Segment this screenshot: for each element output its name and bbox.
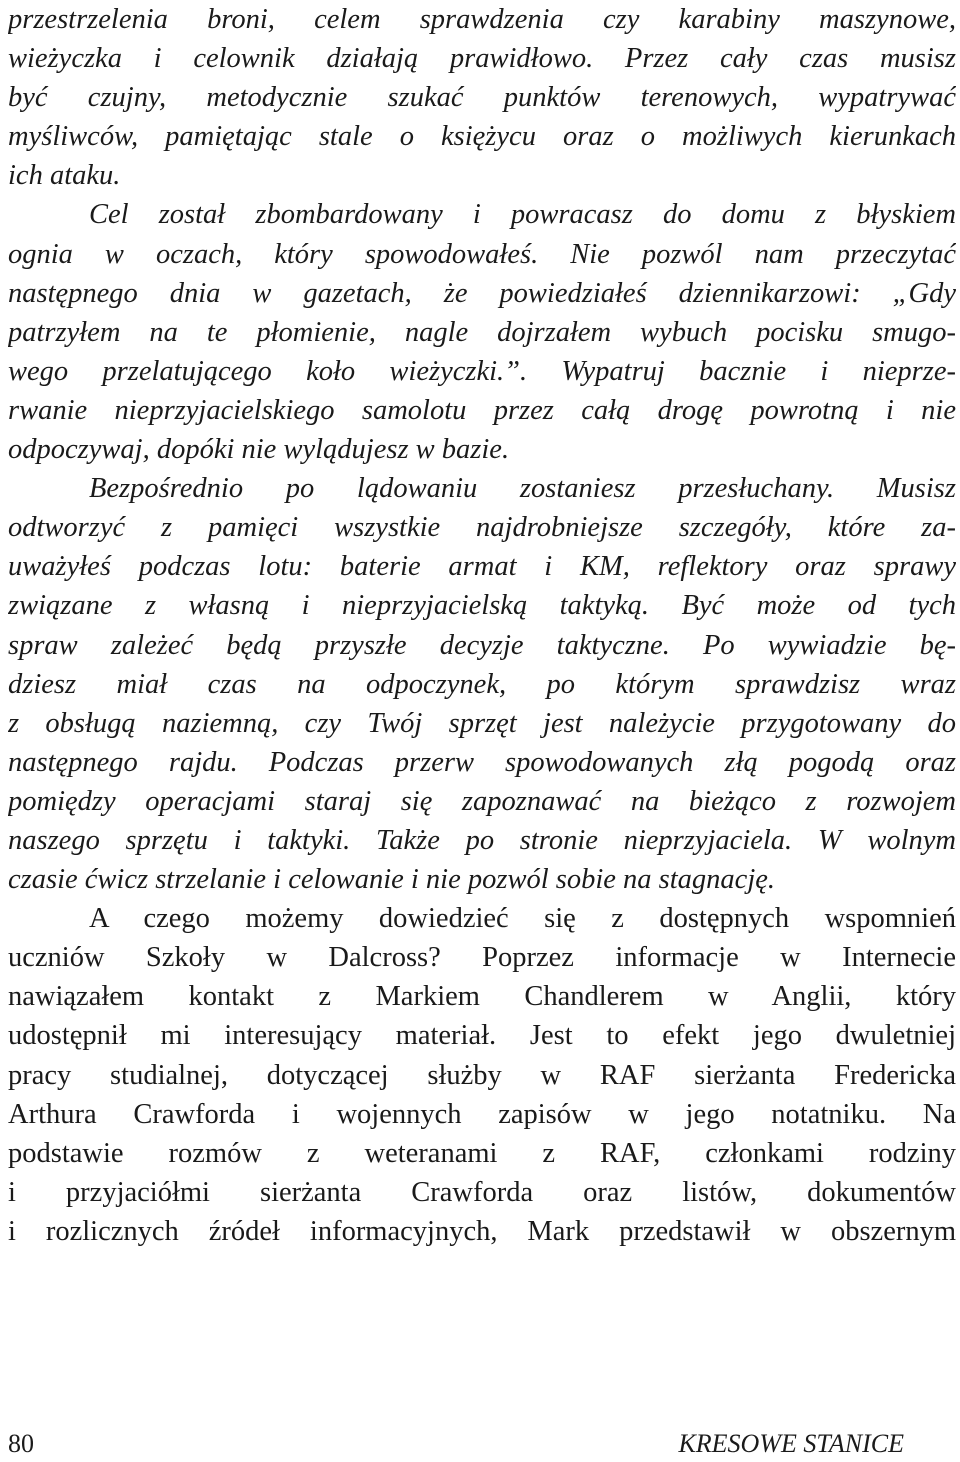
- text-line: pomiędzy operacjami staraj się zapoznawać na bieżąco z rozwojem: [8, 785, 956, 817]
- text-line: naszego sprzętu i taktyki. Także po stronie nieprzyjaciela. W wolnym: [8, 824, 956, 856]
- text-line: podstawie rozmów z weteranami z RAF, członkami rodziny: [8, 1137, 956, 1169]
- text-line: myśliwców, pamiętając stale o księżycu oraz o możliwych kierunkach: [8, 121, 956, 153]
- text-line: ognia w oczach, który spowodowałeś. Nie pozwól nam przeczytać: [8, 238, 956, 270]
- text-line: Arthura Crawforda i wojennych zapisów w jego notatniku. Na: [8, 1098, 956, 1130]
- text-line: następnego dnia w gazetach, że powiedziałeś dziennikarzowi: „Gdy: [8, 277, 956, 309]
- text-line: przestrzelenia broni, celem sprawdzenia czy karabiny maszynowe,: [8, 4, 956, 35]
- text-line: rwanie nieprzyjacielskiego samolotu przez całą drogę powrotną i nie: [8, 394, 956, 426]
- text-line: pracy studialnej, dotyczącej służby w RAF sierżanta Fredericka: [8, 1059, 956, 1091]
- text-line: Cel został zbombardowany i powracasz do domu z błyskiem: [89, 199, 956, 231]
- text-line: odtworzyć z pamięci wszystkie najdrobniejsze szczegóły, które za-: [8, 512, 956, 544]
- text-line: z obsługą naziemną, czy Twój sprzęt jest należycie przygotowany do: [8, 707, 956, 739]
- text-line: związane z własną i nieprzyjacielską taktyką. Być może od tych: [8, 590, 956, 622]
- text-line: uważyłeś podczas lotu: baterie armat i KM, reflektory oraz sprawy: [8, 551, 956, 583]
- text-line: i przyjaciółmi sierżanta Crawforda oraz listów, dokumentów: [8, 1176, 956, 1208]
- text-line: uczniów Szkoły w Dalcross? Poprzez informacje w Internecie: [8, 942, 956, 974]
- page-footer: [8, 1426, 956, 1462]
- text-line: i rozlicznych źródeł informacyjnych, Mark przedstawił w obszernym: [8, 1215, 956, 1247]
- text-line: wieżyczka i celownik działają prawidłowo. Przez cały czas musisz: [8, 43, 956, 75]
- running-title: KRESOWE STANICE: [678, 1429, 904, 1458]
- text-line: następnego rajdu. Podczas przerw spowodowanych złą pogodą oraz: [8, 746, 956, 778]
- text-line: być czujny, metodycznie szukać punktów terenowych, wypatrywać: [8, 82, 956, 114]
- text-line: ich ataku.: [8, 160, 121, 192]
- text-line: czasie ćwicz strzelanie i celowanie i nie pozwól sobie na stagnację.: [8, 864, 776, 896]
- text-line: dziesz miał czas na odpoczynek, po którym sprawdzisz wraz: [8, 668, 956, 700]
- page-number: 80: [8, 1429, 34, 1458]
- page-body: [8, 0, 956, 1251]
- text-line: Bezpośrednio po lądowaniu zostaniesz przesłuchany. Musisz: [89, 473, 956, 505]
- text-line: patrzyłem na te płomienie, nagle dojrzałem wybuch pocisku smugo-: [8, 316, 956, 348]
- text-line: wego przelatującego koło wieżyczki.”. Wypatruj bacznie i nieprze-: [8, 355, 956, 387]
- text-line: nawiązałem kontakt z Markiem Chandlerem w Anglii, który: [8, 981, 956, 1013]
- text-line: udostępnił mi interesujący materiał. Jest to efekt jego dwuletniej: [8, 1020, 956, 1052]
- text-line: A czego możemy dowiedzieć się z dostępnych wspomnień: [89, 903, 956, 935]
- text-line: spraw zależeć będą przyszłe decyzje taktyczne. Po wywiadzie bę-: [8, 629, 956, 661]
- text-line: odpoczywaj, dopóki nie wylądujesz w bazie.: [8, 434, 510, 466]
